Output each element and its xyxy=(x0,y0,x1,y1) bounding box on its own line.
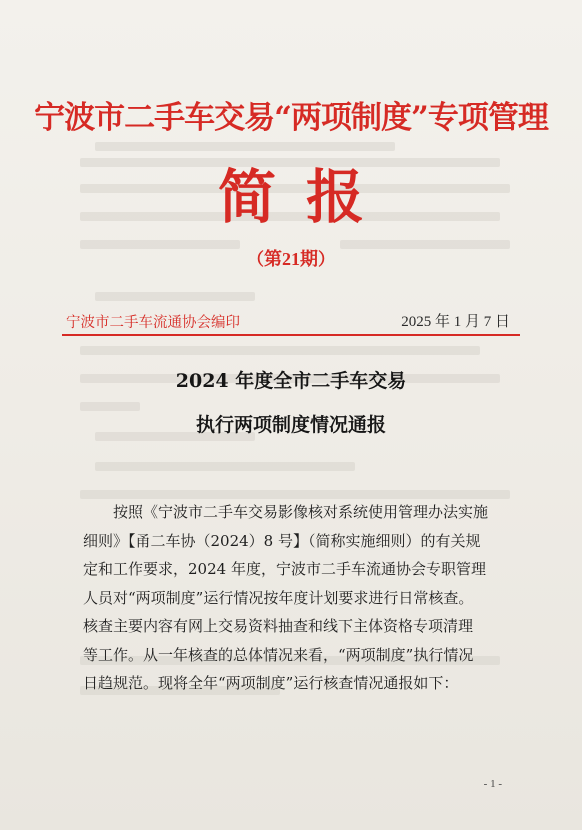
article-heading-line-2: 执行两项制度情况通报 xyxy=(195,414,386,436)
paragraph-line: 按照《宁波市二手车交易影像核对系统使用管理办法实施 xyxy=(113,503,489,521)
issue-open-paren: （ xyxy=(247,250,264,270)
document-title: 宁波市二手车交易“两项制度”专项管理 xyxy=(34,100,548,136)
paragraph-line: 定和工作要求，2024 年度，宁波市二手车流通协会专职管理 xyxy=(83,560,486,578)
issue-number xyxy=(0,245,582,271)
issue-close-paren: ） xyxy=(318,250,335,270)
paragraph-line: 等工作。从一年核查的总体情况来看，“两项制度”执行情况 xyxy=(83,645,474,664)
paragraph-line: 核查主要内容有网上交易资料抽查和线下主体资格专项清理 xyxy=(83,617,474,635)
red-divider xyxy=(62,334,520,336)
article-heading-line-1: 2024 年度全市二手车交易 xyxy=(175,370,407,392)
publish-date: 2025 年 1 月 7 日 xyxy=(401,314,510,330)
page-number: - 1 - xyxy=(483,778,502,790)
paragraph-line: 细则》【甬二车协（2024）8 号】（简称实施细则）的有关规 xyxy=(83,531,481,550)
paragraph-line: 日趋规范。现将全年“两项制度”运行核查情况通报如下： xyxy=(83,674,459,692)
article-paragraph xyxy=(83,498,519,698)
paragraph-line: 人员对“两项制度”运行情况按年度计划要求进行日常核查。 xyxy=(83,588,474,607)
brief-heading: 简报 xyxy=(217,163,394,231)
issue-label: 第21期 xyxy=(264,249,318,269)
editor-name: 宁波市二手车流通协会编印 xyxy=(66,315,240,331)
